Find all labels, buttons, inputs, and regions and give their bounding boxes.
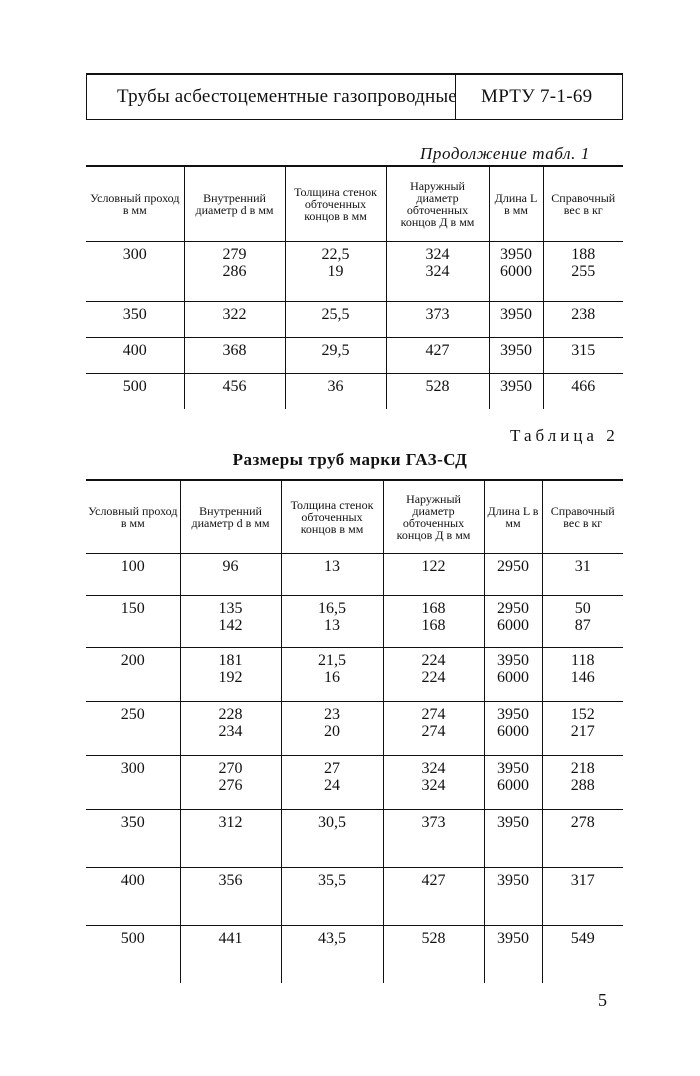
cell-inner-diameter: 279 286 xyxy=(184,241,285,301)
cell-length: 3950 6000 xyxy=(484,647,542,701)
cell-inner-diameter: 368 xyxy=(184,337,285,373)
cell-inner-diameter: 312 xyxy=(180,809,281,867)
cell-wall-thickness: 25,5 xyxy=(285,301,386,337)
cell-inner-diameter: 441 xyxy=(180,925,281,983)
cell-outer-diameter: 427 xyxy=(386,337,489,373)
cell-wall-thickness: 27 24 xyxy=(281,755,383,809)
cell-wall-thickness: 30,5 xyxy=(281,809,383,867)
table-row xyxy=(86,647,623,701)
cell-nominal-bore: 500 xyxy=(86,373,184,409)
cell-wall-thickness: 43,5 xyxy=(281,925,383,983)
cell-inner-diameter: 228 234 xyxy=(180,701,281,755)
header-divider xyxy=(455,75,456,120)
table-2-caption: Размеры труб марки ГАЗ-СД xyxy=(232,450,468,469)
table-1 xyxy=(86,165,623,409)
table-row xyxy=(86,867,623,925)
cell-wall-thickness: 36 xyxy=(285,373,386,409)
cell-inner-diameter: 270 276 xyxy=(180,755,281,809)
cell-nominal-bore: 500 xyxy=(86,925,180,983)
cell-nominal-bore: 350 xyxy=(86,301,184,337)
cell-outer-diameter: 122 xyxy=(383,553,484,595)
cell-length: 3950 xyxy=(484,867,542,925)
col-header-weight: Справочный вес в кг xyxy=(543,166,623,241)
table-row xyxy=(86,301,623,337)
table-row xyxy=(86,553,623,595)
table-row xyxy=(86,241,623,301)
cell-outer-diameter: 373 xyxy=(383,809,484,867)
col-header-wall-thickness: Толщина стенок обточенных концов в мм xyxy=(281,480,383,553)
cell-nominal-bore: 250 xyxy=(86,701,180,755)
cell-outer-diameter: 168 168 xyxy=(383,595,484,647)
col-header-outer-diameter: Наружный диаметр обточенных концов Д в мм xyxy=(386,166,489,241)
col-header-weight: Справочный вес в кг xyxy=(542,480,623,553)
cell-nominal-bore: 300 xyxy=(122,245,147,263)
cell-outer-diameter: 373 xyxy=(386,301,489,337)
cell-weight: 218 288 xyxy=(542,755,623,809)
cell-length: 3950 xyxy=(484,925,542,983)
page-number: 5 xyxy=(598,990,607,1010)
col-header-length: Длина L в мм xyxy=(489,166,543,241)
cell-outer-diameter: 274 274 xyxy=(383,701,484,755)
cell-length: 3950 xyxy=(489,373,543,409)
cell-wall-thickness: 16,5 13 xyxy=(281,595,383,647)
document-header xyxy=(86,73,623,120)
cell-length: 3950 6000 xyxy=(489,241,543,301)
col-header-nominal-bore: Условный проход в мм xyxy=(86,166,184,241)
col-header-length: Длина L в мм xyxy=(484,480,542,553)
cell-inner-diameter: 135 142 xyxy=(180,595,281,647)
col-header-inner-diameter: Внутренний диаметр d в мм xyxy=(180,480,281,553)
table-row xyxy=(86,809,623,867)
cell-length: 3950 xyxy=(489,301,543,337)
cell-weight: 152 217 xyxy=(542,701,623,755)
table-2 xyxy=(86,479,623,983)
cell-weight: 549 xyxy=(542,925,623,983)
table-row xyxy=(86,595,623,647)
table-1-body xyxy=(86,241,623,409)
col-header-outer-diameter: Наружный диаметр обточенных концов Д в мм xyxy=(383,480,484,553)
cell-weight: 238 xyxy=(543,301,623,337)
cell-outer-diameter: 224 224 xyxy=(383,647,484,701)
col-header-wall-thickness: Толщина стенок обточенных концов в мм xyxy=(285,166,386,241)
table-row xyxy=(86,337,623,373)
cell-length: 3950 xyxy=(484,809,542,867)
cell-length: 2950 6000 xyxy=(484,595,542,647)
standard-code: МРТУ 7-1-69 xyxy=(481,86,593,107)
cell-nominal-bore: 300 xyxy=(86,755,180,809)
cell-outer-diameter: 528 xyxy=(383,925,484,983)
cell-length: 3950 6000 xyxy=(484,701,542,755)
cell-wall-thickness: 22,5 19 xyxy=(285,241,386,301)
cell-weight: 315 xyxy=(543,337,623,373)
cell-length: 3950 xyxy=(489,337,543,373)
cell-wall-thickness: 23 20 xyxy=(281,701,383,755)
cell-nominal-bore: 400 xyxy=(86,337,184,373)
cell-outer-diameter: 528 xyxy=(386,373,489,409)
col-header-nominal-bore: Условный проход в мм xyxy=(86,480,180,553)
cell-weight: 50 87 xyxy=(542,595,623,647)
cell-inner-diameter: 181 192 xyxy=(180,647,281,701)
cell-nominal-bore: 350 xyxy=(86,809,180,867)
cell-nominal-bore: 100 xyxy=(120,557,145,575)
table-continuation-label: Продолжение табл. 1 xyxy=(420,144,590,163)
cell-wall-thickness: 13 xyxy=(281,553,383,595)
cell-weight: 466 xyxy=(543,373,623,409)
cell-length: 3950 6000 xyxy=(484,755,542,809)
cell-nominal-bore: 200 xyxy=(86,647,180,701)
table-row xyxy=(86,701,623,755)
table-2-body xyxy=(86,553,623,983)
cell-inner-diameter: 456 xyxy=(184,373,285,409)
cell-wall-thickness: 29,5 xyxy=(285,337,386,373)
cell-weight: 278 xyxy=(542,809,623,867)
cell-weight: 317 xyxy=(542,867,623,925)
cell-nominal-bore: 150 xyxy=(86,595,180,647)
cell-wall-thickness: 35,5 xyxy=(281,867,383,925)
table-row xyxy=(86,925,623,983)
table-2-label: Таблица 2 xyxy=(510,426,619,445)
cell-inner-diameter: 322 xyxy=(184,301,285,337)
table-row xyxy=(86,373,623,409)
col-header-inner-diameter: Внутренний диаметр d в мм xyxy=(184,166,285,241)
cell-outer-diameter: 324 324 xyxy=(386,241,489,301)
cell-outer-diameter: 324 324 xyxy=(383,755,484,809)
table-row xyxy=(86,755,623,809)
cell-nominal-bore: 400 xyxy=(86,867,180,925)
cell-inner-diameter: 356 xyxy=(180,867,281,925)
cell-wall-thickness: 21,5 16 xyxy=(281,647,383,701)
cell-inner-diameter: 96 xyxy=(180,553,281,595)
cell-length: 2950 xyxy=(484,553,542,595)
cell-weight: 31 xyxy=(542,553,623,595)
document-title: Трубы асбестоцементные газопроводные xyxy=(117,86,457,107)
cell-weight: 188 255 xyxy=(543,241,623,301)
cell-outer-diameter: 427 xyxy=(383,867,484,925)
cell-weight: 118 146 xyxy=(542,647,623,701)
